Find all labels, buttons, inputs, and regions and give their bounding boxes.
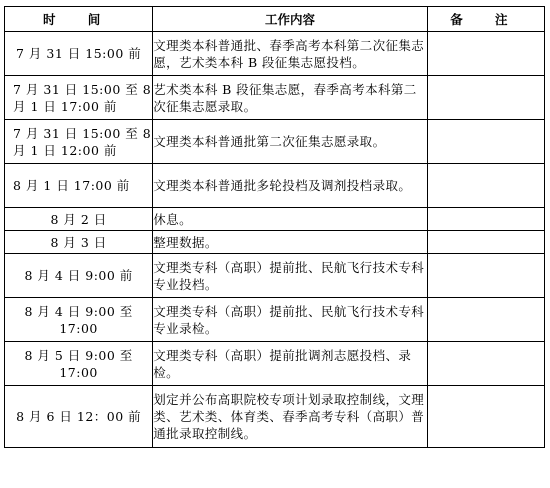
schedule-table xyxy=(4,6,545,448)
table-row xyxy=(5,32,545,76)
header-note: 备 注 xyxy=(427,7,544,32)
cell-work-content: 文理类本科普通批第二次征集志愿录取。 xyxy=(153,120,428,164)
cell-work-content: 文理类专科（高职）提前批调剂志愿投档、录检。 xyxy=(153,342,428,386)
cell-time: 8 月 3 日 xyxy=(5,231,153,254)
cell-note xyxy=(427,208,544,231)
table-row xyxy=(5,164,545,208)
cell-time: 7 月 31 日 15:00 至 8 月 1 日 12:00 前 xyxy=(5,120,153,164)
table-row xyxy=(5,342,545,386)
table-row xyxy=(5,298,545,342)
cell-work-content: 划定并公布高职院校专项计划录取控制线，文理类、艺术类、体育类、春季高考专科（高职）普通批录取控制线。 xyxy=(153,386,428,448)
cell-note xyxy=(427,298,544,342)
cell-work-content: 文理类专科（高职）提前批、民航飞行技术专科专业投档。 xyxy=(153,254,428,298)
header-work-content: 工作内容 xyxy=(153,7,428,32)
cell-note xyxy=(427,76,544,120)
cell-work-content: 艺术类本科 B 段征集志愿，春季高考本科第二次征集志愿录取。 xyxy=(153,76,428,120)
header-time: 时 间 xyxy=(5,7,153,32)
cell-note xyxy=(427,386,544,448)
cell-work-content: 文理类本科普通批、春季高考本科第二次征集志愿，艺术类本科 B 段征集志愿投档。 xyxy=(153,32,428,76)
cell-note xyxy=(427,342,544,386)
cell-work-content: 文理类本科普通批多轮投档及调剂投档录取。 xyxy=(153,164,428,208)
cell-note xyxy=(427,231,544,254)
cell-work-content: 文理类专科（高职）提前批、民航飞行技术专科专业录检。 xyxy=(153,298,428,342)
cell-note xyxy=(427,32,544,76)
header-row xyxy=(5,7,545,32)
cell-time: 8 月 4 日 9:00 至 17:00 xyxy=(5,298,153,342)
cell-time: 8 月 6 日 12：00 前 xyxy=(5,386,153,448)
cell-time: 7 月 31 日 15:00 至 8 月 1 日 17:00 前 xyxy=(5,76,153,120)
cell-note xyxy=(427,254,544,298)
cell-time: 8 月 5 日 9:00 至 17:00 xyxy=(5,342,153,386)
cell-time: 8 月 1 日 17:00 前 xyxy=(5,164,153,208)
cell-time: 8 月 2 日 xyxy=(5,208,153,231)
cell-work-content: 整理数据。 xyxy=(153,231,428,254)
table-row xyxy=(5,120,545,164)
cell-note xyxy=(427,120,544,164)
cell-work-content: 休息。 xyxy=(153,208,428,231)
table-row xyxy=(5,208,545,231)
table-row xyxy=(5,386,545,448)
cell-time: 7 月 31 日 15:00 前 xyxy=(5,32,153,76)
table-row xyxy=(5,254,545,298)
cell-time: 8 月 4 日 9:00 前 xyxy=(5,254,153,298)
table-row xyxy=(5,76,545,120)
cell-note xyxy=(427,164,544,208)
table-row xyxy=(5,231,545,254)
